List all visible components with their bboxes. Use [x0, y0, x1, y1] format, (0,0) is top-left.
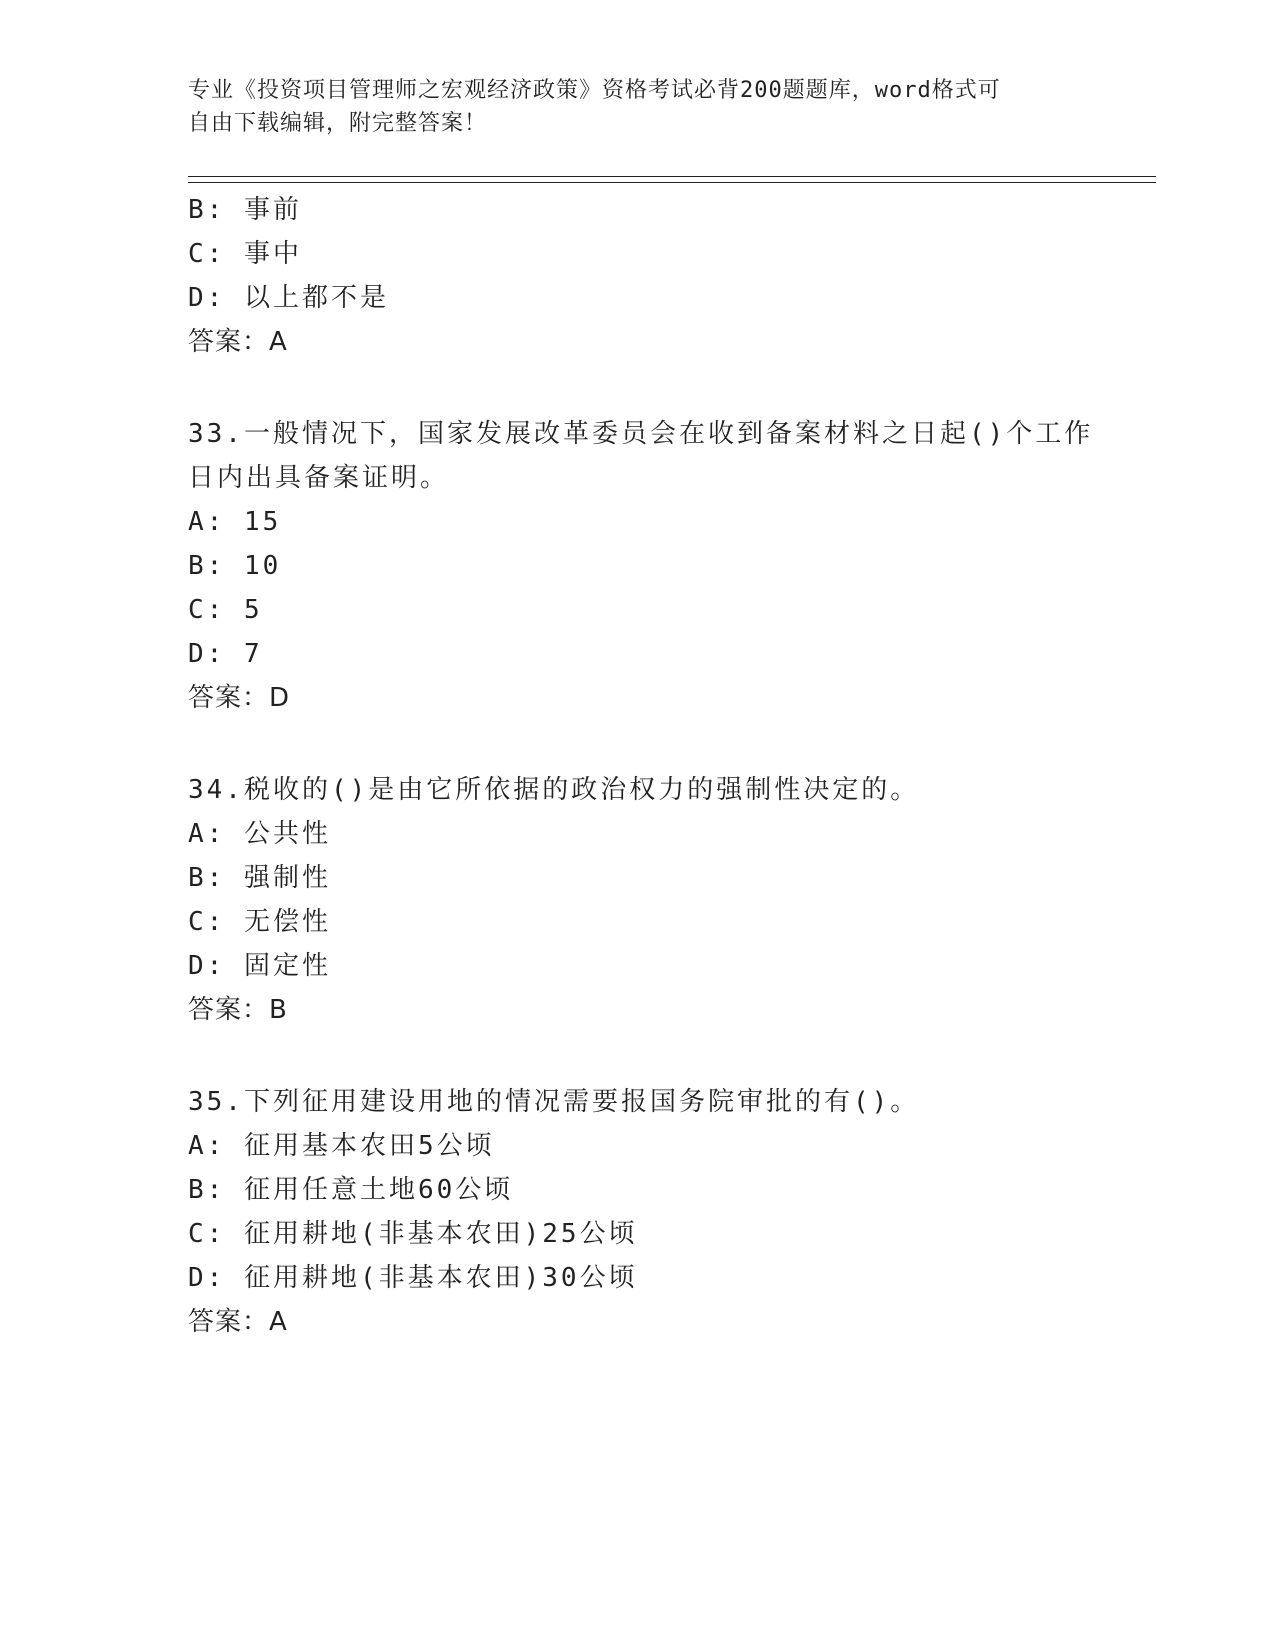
- q34-answer: 答案：B: [188, 995, 288, 1025]
- q35-stem: 35.下列征用建设用地的情况需要报国务院审批的有()。: [188, 1087, 920, 1117]
- q33-option-d: D: 7: [188, 639, 263, 669]
- q35-option-d: D: 征用耕地(非基本农田)30公顷: [188, 1263, 638, 1293]
- q34-stem: 34.税收的()是由它所依据的政治权力的强制性决定的。: [188, 775, 920, 805]
- document-header: [188, 74, 1088, 140]
- q35-answer: 答案：A: [188, 1307, 288, 1337]
- q33-stem-line-1: 33.一般情况下，国家发展改革委员会在收到备案材料之日起()个工作: [188, 419, 1094, 449]
- q32-option-c: C: 事中: [188, 239, 302, 269]
- q32-answer: 答案：A: [188, 327, 288, 357]
- q34-option-b: B: 强制性: [188, 863, 331, 893]
- q33-option-b: B: 10: [188, 551, 282, 581]
- q34-option-d: D: 固定性: [188, 951, 331, 981]
- q32-option-b: B: 事前: [188, 195, 302, 225]
- q35-option-a: A: 征用基本农田5公顷: [188, 1131, 495, 1161]
- q35-option-c: C: 征用耕地(非基本农田)25公顷: [188, 1219, 638, 1249]
- q33-stem-line-2: 日内出具备案证明。: [188, 463, 450, 493]
- header-divider-bottom: [188, 182, 1156, 183]
- q34-option-a: A: 公共性: [188, 819, 331, 849]
- header-line-2: 自由下载编辑，附完整答案！: [188, 111, 488, 136]
- q33-option-c: C: 5: [188, 595, 263, 625]
- header-line-1: 专业《投资项目管理师之宏观经济政策》资格考试必背200题题库，word格式可: [188, 78, 1001, 103]
- q33-option-a: A: 15: [188, 507, 282, 537]
- q33-answer: 答案：D: [188, 683, 291, 713]
- q34-option-c: C: 无偿性: [188, 907, 331, 937]
- header-divider-top: [188, 176, 1156, 177]
- q32-option-d: D: 以上都不是: [188, 283, 389, 313]
- q35-option-b: B: 征用任意土地60公顷: [188, 1175, 514, 1205]
